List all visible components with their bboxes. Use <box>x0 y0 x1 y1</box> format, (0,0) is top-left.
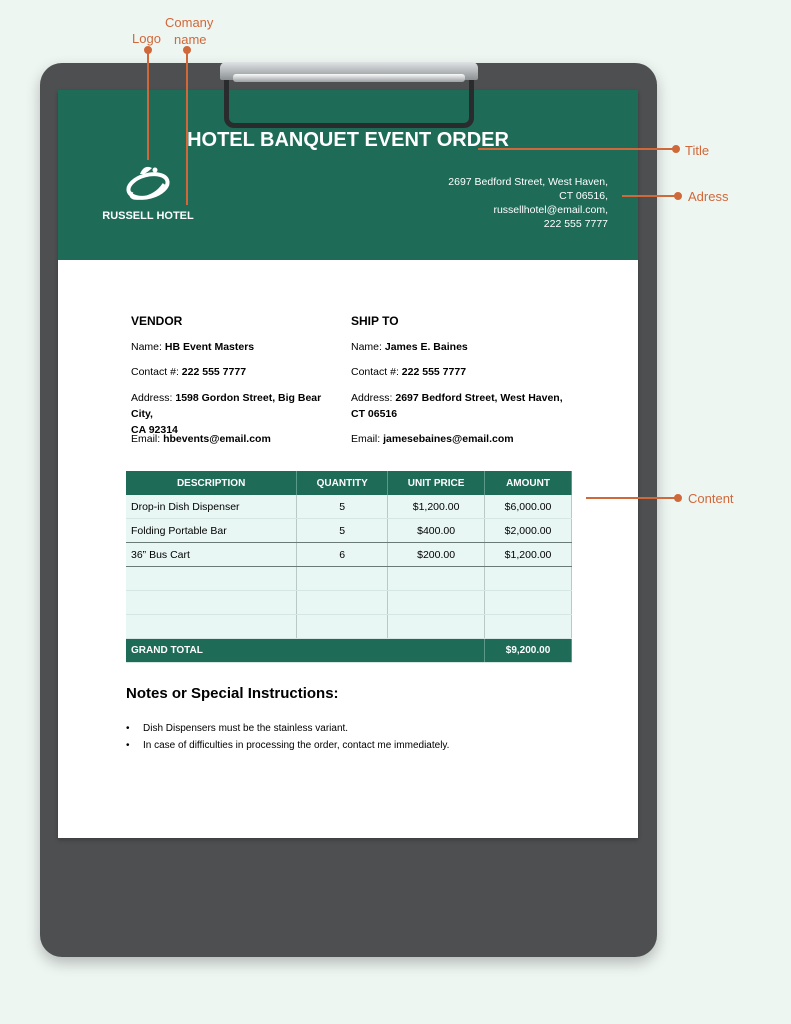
vendor-email-label: Email: <box>131 433 161 445</box>
vendor-name-label: Name: <box>131 341 162 353</box>
address-pointer-dot <box>675 193 681 199</box>
item-quantity: 6 <box>297 543 388 567</box>
address-line: 222 555 7777 <box>543 218 608 230</box>
vendor-name: HB Event Masters <box>164 341 255 353</box>
ship-to-contact: 222 555 7777 <box>401 366 467 378</box>
ship-to-contact-label: Contact #: <box>351 366 399 378</box>
bullet-icon: • <box>126 723 130 734</box>
annotation-company-line1: Comany <box>165 15 214 30</box>
document-title: HOTEL BANQUET EVENT ORDER <box>187 129 509 151</box>
column-header: DESCRIPTION <box>126 471 297 495</box>
logo-pointer-dot <box>145 47 151 53</box>
title-pointer-dot <box>673 146 679 152</box>
company-name: RUSSELL HOTEL <box>102 210 194 222</box>
ship-to-name-label: Name: <box>351 341 382 353</box>
column-header: QUANTITY <box>297 471 388 495</box>
annotation-title: Title <box>685 143 710 158</box>
ship-to-email-label: Email: <box>351 433 381 445</box>
item-unit-price: $1,200.00 <box>388 495 485 519</box>
column-header: AMOUNT <box>485 471 572 495</box>
note-text: In case of difficulties in processing the order, contact me immediately. <box>143 740 450 751</box>
item-description: Drop-in Dish Dispenser <box>126 495 297 519</box>
vendor-email: hbevents@email.com <box>163 433 271 445</box>
ship-to-address-2: CT 06516 <box>351 408 398 420</box>
item-amount: $1,200.00 <box>485 543 572 567</box>
vendor-contact-label: Contact #: <box>131 366 179 378</box>
annotation-company-line2: name <box>174 32 207 47</box>
item-amount: $2,000.00 <box>485 519 572 543</box>
address-line: CT 06516, <box>559 190 608 202</box>
ship-to-name: James E. Baines <box>384 341 468 353</box>
vendor-heading: VENDOR <box>131 314 183 328</box>
grand-total-value: $9,200.00 <box>485 639 572 663</box>
ship-to-address-1: 2697 Bedford Street, West Haven, <box>395 392 563 404</box>
item-description: Folding Portable Bar <box>126 519 297 543</box>
address-line: 2697 Bedford Street, West Haven, <box>448 176 608 188</box>
ship-to-heading: SHIP TO <box>351 314 399 328</box>
column-header: UNIT PRICE <box>388 471 485 495</box>
annotation-address: Adress <box>688 189 729 204</box>
item-quantity: 5 <box>297 519 388 543</box>
vendor-address-2: CA 92314 <box>131 424 178 436</box>
grand-total-label: GRAND TOTAL <box>126 639 485 663</box>
item-unit-price: $200.00 <box>388 543 485 567</box>
address-line: russellhotel@email.com, <box>493 204 608 216</box>
annotation-logo: Logo <box>132 31 161 46</box>
content-pointer-dot <box>675 495 681 501</box>
item-amount: $6,000.00 <box>485 495 572 519</box>
vendor-contact: 222 555 7777 <box>181 366 247 378</box>
bullet-icon: • <box>126 740 130 751</box>
vendor-address-label: Address: <box>131 392 173 404</box>
annotation-content: Content <box>688 491 734 506</box>
vendor-address-1: 1598 Gordon Street, Big Bear City, <box>131 392 322 420</box>
item-description: 36” Bus Cart <box>126 543 297 567</box>
notes-heading: Notes or Special Instructions: <box>126 685 339 702</box>
ship-to-email: jamesebaines@email.com <box>383 433 514 445</box>
item-unit-price: $400.00 <box>388 519 485 543</box>
note-text: Dish Dispensers must be the stainless variant. <box>143 723 349 734</box>
ship-to-address-label: Address: <box>351 392 393 404</box>
item-quantity: 5 <box>297 495 388 519</box>
